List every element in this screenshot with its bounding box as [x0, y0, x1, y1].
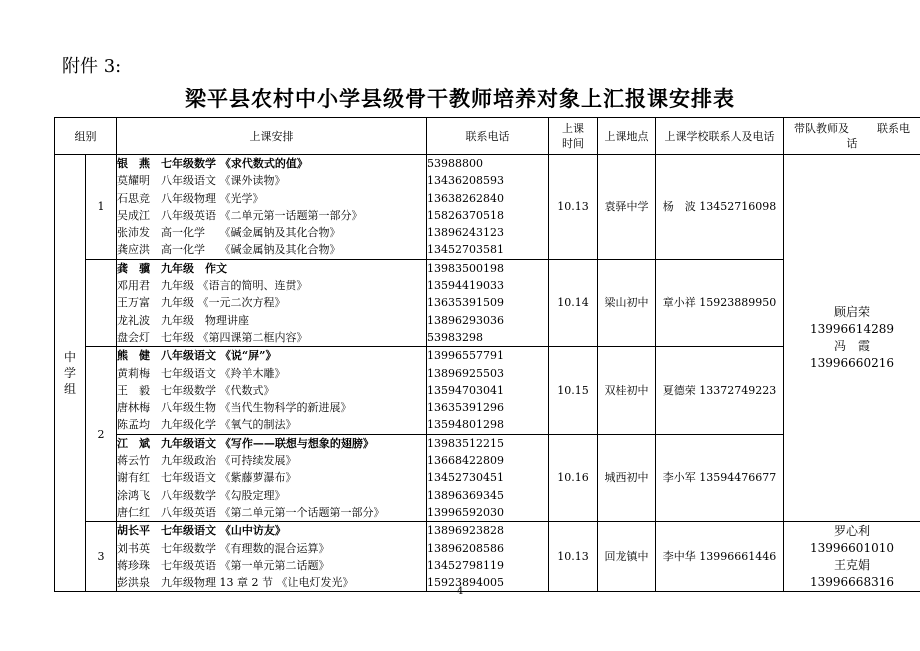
lesson-place: 袁驿中学 — [598, 155, 656, 260]
phone-item: 13896243123 — [427, 226, 504, 240]
group-number-cell — [86, 155, 117, 260]
lesson-item: 王万富 九年级 《一元二次方程》 — [117, 296, 286, 310]
lesson-place: 回龙镇中 — [598, 522, 656, 592]
group-number-cell — [86, 522, 117, 592]
lesson-place: 双桂初中 — [598, 347, 656, 434]
lesson-item: 黄莉梅 七年级语文 《羚羊木雕》 — [117, 366, 286, 380]
phone-item: 13996557791 — [427, 349, 504, 363]
phone-item: 13896925503 — [427, 366, 504, 380]
lesson-time: 10.15 — [549, 347, 598, 434]
lead-teacher-name: 罗心利 — [833, 523, 870, 538]
lesson-item: 张沛发 高一化学 《碱金属钠及其化合物》 — [117, 226, 341, 240]
phone-item: 13436208593 — [427, 174, 504, 188]
lesson-item: 盘会灯 七年级 《第四课第二框内容》 — [117, 330, 308, 344]
header-phone: 联系电话 — [427, 118, 549, 155]
lesson-item: 莫耀明 八年级语文 《课外读物》 — [117, 174, 286, 188]
phone-list — [427, 434, 549, 521]
phone-item: 13996592030 — [427, 505, 504, 519]
lesson-list — [117, 347, 427, 434]
lesson-item: 刘书英 七年级数学 《有理数的混合运算》 — [117, 541, 330, 555]
lesson-item: 涂鸿飞 八年级数学 《勾股定理》 — [117, 488, 286, 502]
lesson-place: 梁山初中 — [598, 259, 656, 346]
phone-item: 13983500198 — [427, 261, 504, 275]
lesson-item: 吴成江 八年级英语 《二单元第一话题第一部分》 — [117, 208, 363, 222]
phone-list — [427, 155, 549, 260]
header-place: 上课地点 — [598, 118, 656, 155]
lesson-item: 彭洪泉 九年级物理 13 章 2 节 《让电灯发光》 — [117, 576, 354, 590]
attachment-label: 附件 3: — [62, 56, 122, 77]
phone-item: 13983512215 — [427, 436, 504, 450]
phone-list — [427, 347, 549, 434]
lesson-item: 江 斌 九年级语文 《写作——联想与想象的翅膀》 — [117, 436, 374, 450]
lesson-item: 龙礼波 九年级 物理讲座 — [117, 313, 249, 327]
school-contact: 章小祥 15923889950 — [656, 259, 784, 346]
phone-item: 13896923828 — [427, 524, 504, 538]
group-number-cell — [86, 259, 117, 346]
phone-item: 13896369345 — [427, 488, 504, 502]
group-number-cell — [86, 347, 117, 522]
lesson-item: 石思竞 八年级物理 《光学》 — [117, 191, 264, 205]
schedule-table — [54, 117, 920, 592]
lead-teacher-name: 顾启荣 — [833, 305, 870, 320]
phone-item: 15826370518 — [427, 208, 504, 222]
lesson-list — [117, 259, 427, 346]
phone-list — [427, 259, 549, 346]
lead-teacher-name: 王克娟 — [833, 557, 870, 572]
header-row — [55, 118, 920, 155]
lesson-item: 熊 健 八年级语文 《说“屏”》 — [117, 349, 277, 363]
phone-item: 13594419033 — [427, 279, 504, 293]
phone-item: 53988800 — [427, 157, 483, 170]
phone-item: 13896293036 — [427, 313, 504, 327]
phone-item: 13452703581 — [427, 243, 504, 257]
lesson-item: 蒋云竹 九年级政治 《可持续发展》 — [117, 454, 297, 468]
lesson-item: 龚应洪 高一化学 《碱金属钠及其化合物》 — [117, 243, 341, 257]
phone-item: 13638262840 — [427, 191, 504, 205]
lead-teacher-cell — [784, 155, 920, 522]
phone-item: 13594703041 — [427, 383, 504, 397]
phone-item: 13668422809 — [427, 454, 504, 468]
lesson-item: 唐仁红 八年级英语 《第二单元第一个话题第一部分》 — [117, 505, 385, 519]
lesson-time: 10.13 — [549, 522, 598, 592]
lesson-list — [117, 522, 427, 592]
group-number: 1 — [97, 200, 105, 214]
table-row — [55, 155, 920, 260]
lesson-time: 10.13 — [549, 155, 598, 260]
phone-item: 53983298 — [427, 330, 483, 344]
table-row — [55, 522, 920, 592]
group-name-cell — [55, 155, 86, 592]
lesson-time: 10.14 — [549, 259, 598, 346]
phone-item: 15923894005 — [427, 576, 504, 590]
school-contact: 李中华 13996661446 — [656, 522, 784, 592]
group-name: 中 学 组 — [63, 350, 76, 397]
lesson-place: 城西初中 — [598, 434, 656, 521]
phone-item: 13896208586 — [427, 541, 504, 555]
lesson-item: 陈孟均 九年级化学 《氧气的制法》 — [117, 418, 297, 432]
lesson-item: 蒋珍珠 七年级英语 《第一单元第二话题》 — [117, 558, 330, 572]
page-title: 梁平县农村中小学县级骨干教师培养对象上汇报课安排表 — [185, 86, 735, 111]
lesson-time: 10.16 — [549, 434, 598, 521]
phone-item: 13635391509 — [427, 296, 504, 310]
lead-teacher-name: 冯 霞 — [833, 339, 870, 354]
phone-item: 13635391296 — [427, 401, 504, 415]
lesson-item: 唐林梅 八年级生物 《当代生物科学的新进展》 — [117, 401, 352, 415]
phone-item: 13452798119 — [427, 558, 504, 572]
page-number: 4 — [456, 586, 464, 597]
school-contact: 杨 波 13452716098 — [656, 155, 784, 260]
school-contact: 夏德荣 13372749223 — [656, 347, 784, 434]
header-schedule: 上课安排 — [117, 118, 427, 155]
lesson-item: 谢有红 七年级语文 《紫藤萝瀑布》 — [117, 471, 297, 485]
phone-item: 13452730451 — [427, 471, 504, 485]
header-time: 上课 时间 — [549, 118, 598, 155]
header-contact: 上课学校联系人及电话 — [656, 118, 784, 155]
lead-teacher-phone: 13996668316 — [810, 574, 894, 589]
header-teacher: 带队教师及 联系电话 — [784, 118, 920, 155]
group-number: 2 — [97, 427, 105, 441]
lesson-item: 龚 骥 九年级 作文 — [117, 261, 227, 275]
lesson-item: 胡长平 七年级语文 《山中访友》 — [117, 524, 286, 538]
lesson-item: 邓用君 九年级 《语言的简明、连贯》 — [117, 279, 308, 293]
lead-teacher-phone: 13996614289 — [810, 322, 894, 337]
lesson-list — [117, 155, 427, 260]
lead-teacher-phone: 13996660216 — [810, 356, 894, 371]
group-number: 3 — [97, 550, 105, 564]
phone-list — [427, 522, 549, 592]
header-group: 组别 — [55, 118, 117, 155]
lead-teacher-phone: 13996601010 — [810, 540, 894, 555]
lesson-list — [117, 434, 427, 521]
phone-item: 13594801298 — [427, 418, 504, 432]
lead-teacher-cell — [784, 522, 920, 592]
lesson-item: 王 毅 七年级数学 《代数式》 — [117, 383, 275, 397]
lesson-item: 银 燕 七年级数学 《求代数式的值》 — [117, 157, 308, 170]
school-contact: 李小军 13594476677 — [656, 434, 784, 521]
